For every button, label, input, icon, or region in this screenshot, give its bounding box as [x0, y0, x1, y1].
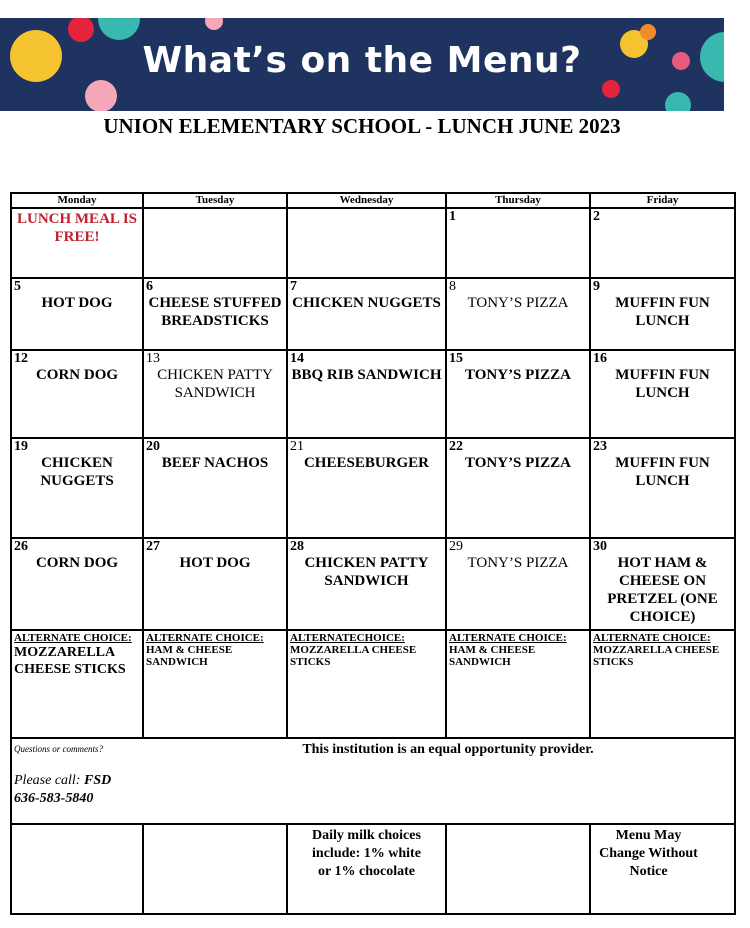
orange-dot-right: [640, 24, 656, 40]
day-number: 9: [593, 279, 600, 294]
meal-name: TONY’S PIZZA: [465, 455, 571, 471]
day-number: 14: [290, 351, 304, 366]
day-number: 26: [14, 539, 28, 554]
cell-day-8: [446, 278, 590, 350]
contact-cell: [11, 738, 735, 824]
day-number: 28: [290, 539, 304, 554]
day-number: 22: [449, 439, 463, 454]
free-meal-notice: LUNCH MEAL IS FREE!: [16, 211, 138, 245]
alt-meal: MOZZARELLA CHEESE STICKS: [593, 644, 720, 668]
meal-name: CHEESEBURGER: [303, 455, 430, 471]
alt-label: ALTERNATE CHOICE:: [449, 632, 567, 644]
menu-banner: [0, 18, 724, 111]
equal-opportunity-statement: This institution is an equal opportunity provider.: [302, 742, 594, 757]
teal-dot-bottom: [665, 92, 691, 111]
week-row-5: [11, 538, 735, 630]
phone-number: 636-583-5840: [14, 791, 94, 806]
header-monday: Monday: [11, 193, 143, 208]
cell-day-14: [287, 350, 446, 438]
cell-day-23: [590, 438, 735, 538]
cell-day-19: [11, 438, 143, 538]
day-number: 19: [14, 439, 28, 454]
alt-cell-thursday: [446, 630, 590, 738]
meal-name: MUFFIN FUN LUNCH: [615, 455, 710, 489]
alt-label: ALTERNATECHOICE:: [290, 632, 405, 644]
day-number: 5: [14, 279, 21, 294]
alt-meal: HAM & CHEESE SANDWICH: [449, 644, 536, 668]
cell-day-15: [446, 350, 590, 438]
milk-cell: [287, 824, 446, 914]
alt-meal: HAM & CHEESE SANDWICH: [146, 644, 233, 668]
cell-day-30: [590, 538, 735, 630]
header-wednesday: Wednesday: [287, 193, 446, 208]
alt-label: ALTERNATE CHOICE:: [14, 632, 132, 644]
meal-name: HOT DOG: [179, 555, 251, 571]
cell-day-5: [11, 278, 143, 350]
meal-name: CHICKEN PATTY SANDWICH: [304, 555, 429, 589]
meal-name: TONY’S PIZZA: [465, 367, 571, 383]
day-number: 6: [146, 279, 153, 294]
day-number: 16: [593, 351, 607, 366]
contact-row: [11, 738, 735, 824]
cell-free-meal: [11, 208, 143, 278]
questions-text: Questions or comments?: [14, 744, 103, 754]
cell-day-29: [446, 538, 590, 630]
meal-name: BBQ RIB SANDWICH: [291, 367, 442, 383]
meal-name: MUFFIN FUN LUNCH: [615, 367, 710, 401]
meal-name: CORN DOG: [35, 555, 119, 571]
cell-day-16: [590, 350, 735, 438]
meal-name: TONY’S PIZZA: [467, 295, 569, 311]
header-friday: Friday: [590, 193, 735, 208]
cell-empty: [287, 208, 446, 278]
cell-day-9: [590, 278, 735, 350]
menu-change-notice: Menu May Change Without Notice: [599, 828, 698, 879]
meal-name: TONY’S PIZZA: [467, 555, 569, 571]
cell-day-22: [446, 438, 590, 538]
meal-name: CHICKEN NUGGETS: [40, 455, 114, 489]
day-number: 7: [290, 279, 297, 294]
cell-day-2: [590, 208, 735, 278]
day-number: 15: [449, 351, 463, 366]
cell-empty: [446, 824, 590, 914]
day-number: 12: [14, 351, 28, 366]
day-number: 30: [593, 539, 607, 554]
red-dot-left: [68, 18, 94, 42]
alt-meal: MOZZARELLA CHEESE STICKS: [290, 644, 417, 668]
day-number: 20: [146, 439, 160, 454]
meal-name: MUFFIN FUN LUNCH: [615, 295, 710, 329]
alt-cell-monday: [11, 630, 143, 738]
meal-name: BEEF NACHOS: [161, 455, 269, 471]
alt-label: ALTERNATE CHOICE:: [146, 632, 264, 644]
cell-day-20: [143, 438, 287, 538]
day-number: 29: [449, 539, 463, 554]
cell-day-21: [287, 438, 446, 538]
meal-name: HOT DOG: [41, 295, 113, 311]
pink-dot-left: [205, 18, 223, 30]
header-tuesday: Tuesday: [143, 193, 287, 208]
banner-title: What’s on the Menu?: [142, 40, 582, 81]
cell-day-12: [11, 350, 143, 438]
day-number: 13: [146, 351, 160, 366]
alt-meal: MOZZARELLA CHEESE STICKS: [14, 645, 126, 677]
header-thursday: Thursday: [446, 193, 590, 208]
alt-cell-friday: [590, 630, 735, 738]
alt-cell-wednesday: [287, 630, 446, 738]
day-number: 1: [449, 209, 456, 224]
red-dot-right: [602, 80, 620, 98]
day-number: 8: [449, 279, 456, 294]
cell-empty: [143, 824, 287, 914]
cell-day-6: [143, 278, 287, 350]
menu-change-cell: [590, 824, 735, 914]
milk-choices: Daily milk choices include: 1% white or 1% chocolate: [312, 828, 421, 879]
meal-name: HOT HAM & CHEESE ON PRETZEL (ONE CHOICE): [607, 555, 718, 625]
cell-empty: [143, 208, 287, 278]
meal-name: CHICKEN NUGGETS: [292, 295, 441, 311]
lunch-calendar: [10, 192, 736, 915]
org-name: FSD: [83, 773, 112, 788]
day-number: 2: [593, 209, 600, 224]
day-header-row: [11, 193, 735, 208]
cell-day-27: [143, 538, 287, 630]
please-call-line: [14, 772, 732, 790]
week-row-4: [11, 438, 735, 538]
cell-day-13: [143, 350, 287, 438]
day-number: 27: [146, 539, 160, 554]
lightpink-dot-left: [85, 80, 117, 111]
please-call-text: Please call:: [14, 773, 81, 788]
cell-empty: [11, 824, 143, 914]
cell-day-1: [446, 208, 590, 278]
day-number: 23: [593, 439, 607, 454]
week-row-3: [11, 350, 735, 438]
week-row-1: [11, 208, 735, 278]
alt-cell-tuesday: [143, 630, 287, 738]
day-number: 21: [290, 439, 304, 454]
footer-row: [11, 824, 735, 914]
alternate-row: [11, 630, 735, 738]
alt-label: ALTERNATE CHOICE:: [593, 632, 711, 644]
cell-day-7: [287, 278, 446, 350]
page-title: UNION ELEMENTARY SCHOOL - LUNCH JUNE 2023: [103, 114, 621, 138]
week-row-2: [11, 278, 735, 350]
cell-day-26: [11, 538, 143, 630]
meal-name: CHICKEN PATTY SANDWICH: [157, 367, 273, 401]
meal-name: CHEESE STUFFED BREADSTICKS: [148, 295, 282, 329]
teal-dot-left: [98, 18, 140, 40]
meal-name: CORN DOG: [35, 367, 119, 383]
cell-day-28: [287, 538, 446, 630]
